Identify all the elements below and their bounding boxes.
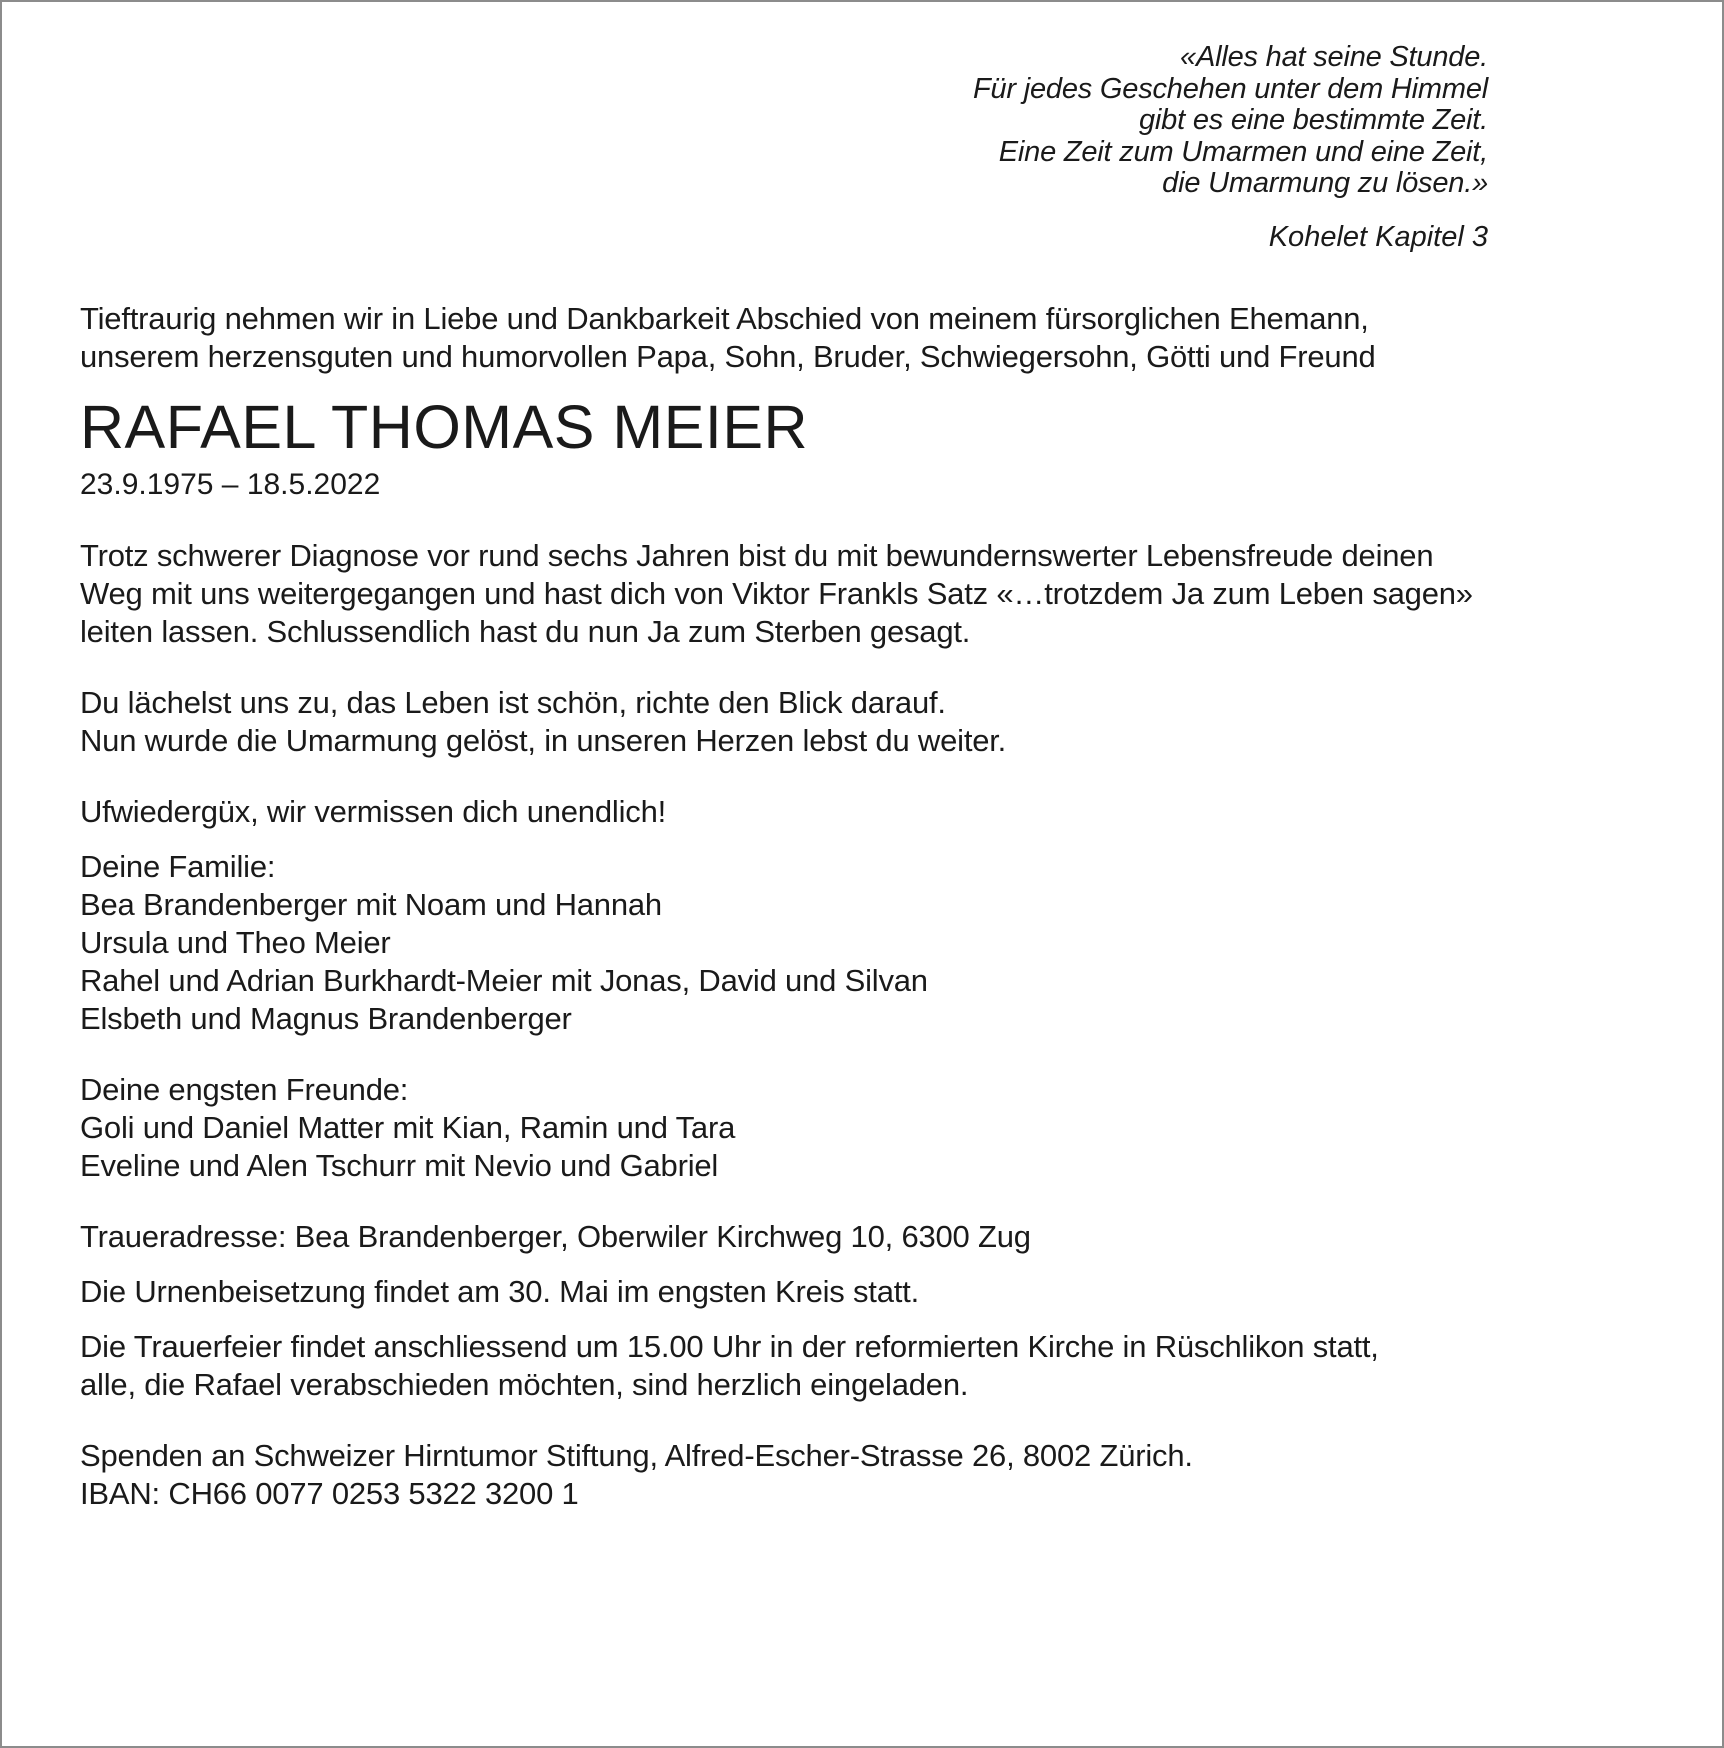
- family-block: [80, 848, 1488, 1038]
- intro-line: Tieftraurig nehmen wir in Liebe und Dankbarkeit Abschied von meinem fürsorglichen Ehemann,: [80, 300, 1369, 336]
- scripture-quote: [80, 42, 1488, 200]
- friends-label: Deine engsten Freunde:: [80, 1071, 409, 1107]
- mourning-address: Traueradresse: Bea Brandenberger, Oberwiler Kirchweg 10, 6300 Zug: [80, 1218, 1031, 1254]
- quote-line: «Alles hat seine Stunde.: [1180, 41, 1488, 73]
- funeral-paragraph: [80, 1328, 1488, 1404]
- donations-paragraph: [80, 1437, 1488, 1513]
- farewell-line: Ufwiedergüx, wir vermissen dich unendlich!: [80, 793, 667, 829]
- donations-line: Spenden an Schweizer Hirntumor Stiftung, Alfred-Escher-Strasse 26, 8002 Zürich.: [80, 1437, 1193, 1473]
- quote-line: gibt es eine bestimmte Zeit.: [1139, 104, 1488, 136]
- intro-paragraph: [80, 300, 1488, 376]
- smile-line: Nun wurde die Umarmung gelöst, in unseren Herzen lebst du weiter.: [80, 722, 1007, 758]
- smile-line: Du lächelst uns zu, das Leben ist schön, richte den Blick darauf.: [80, 684, 946, 720]
- tribute-line: leiten lassen. Schlussendlich hast du nun Ja zum Sterben gesagt.: [80, 613, 971, 649]
- friends-block: [80, 1071, 1488, 1185]
- tribute-line: Weg mit uns weitergegangen und hast dich von Viktor Frankls Satz «…trotzdem Ja zum Leben sagen»: [80, 575, 1473, 611]
- family-label: Deine Familie:: [80, 848, 276, 884]
- donations-iban-line: IBAN: CH66 0077 0253 5322 3200 1: [80, 1475, 579, 1511]
- deceased-name: RAFAEL THOMAS MEIER: [80, 392, 809, 461]
- urn-burial-line: Die Urnenbeisetzung findet am 30. Mai im engsten Kreis statt.: [80, 1273, 919, 1309]
- smile-paragraph: [80, 684, 1488, 760]
- quote-line: die Umarmung zu lösen.»: [1162, 167, 1488, 199]
- funeral-line: Die Trauerfeier findet anschliessend um 15.00 Uhr in der reformierten Kirche in Rüschlikon statt,: [80, 1328, 1379, 1364]
- family-member: Ursula und Theo Meier: [80, 924, 391, 960]
- quote-attribution: Kohelet Kapitel 3: [1268, 220, 1488, 253]
- funeral-line: alle, die Rafael verabschieden möchten, sind herzlich eingeladen.: [80, 1366, 969, 1402]
- family-member: Elsbeth und Magnus Brandenberger: [80, 1000, 572, 1036]
- tribute-line: Trotz schwerer Diagnose vor rund sechs Jahren bist du mit bewundernswerter Lebensfreude deinen: [80, 537, 1434, 573]
- family-member: Rahel und Adrian Burkhardt-Meier mit Jonas, David und Silvan: [80, 962, 928, 998]
- quote-line: Eine Zeit zum Umarmen und eine Zeit,: [998, 135, 1488, 168]
- friends-member: Goli und Daniel Matter mit Kian, Ramin und Tara: [80, 1109, 736, 1145]
- notice-content: [80, 2, 1488, 1513]
- intro-line: unserem herzensguten und humorvollen Papa, Sohn, Bruder, Schwiegersohn, Götti und Freund: [80, 338, 1376, 374]
- friends-member: Eveline und Alen Tschurr mit Nevio und Gabriel: [80, 1147, 719, 1183]
- tribute-paragraph: [80, 537, 1488, 651]
- quote-line: Für jedes Geschehen unter dem Himmel: [972, 72, 1488, 105]
- family-member: Bea Brandenberger mit Noam und Hannah: [80, 886, 662, 922]
- deceased-dates: 23.9.1975 – 18.5.2022: [80, 467, 381, 501]
